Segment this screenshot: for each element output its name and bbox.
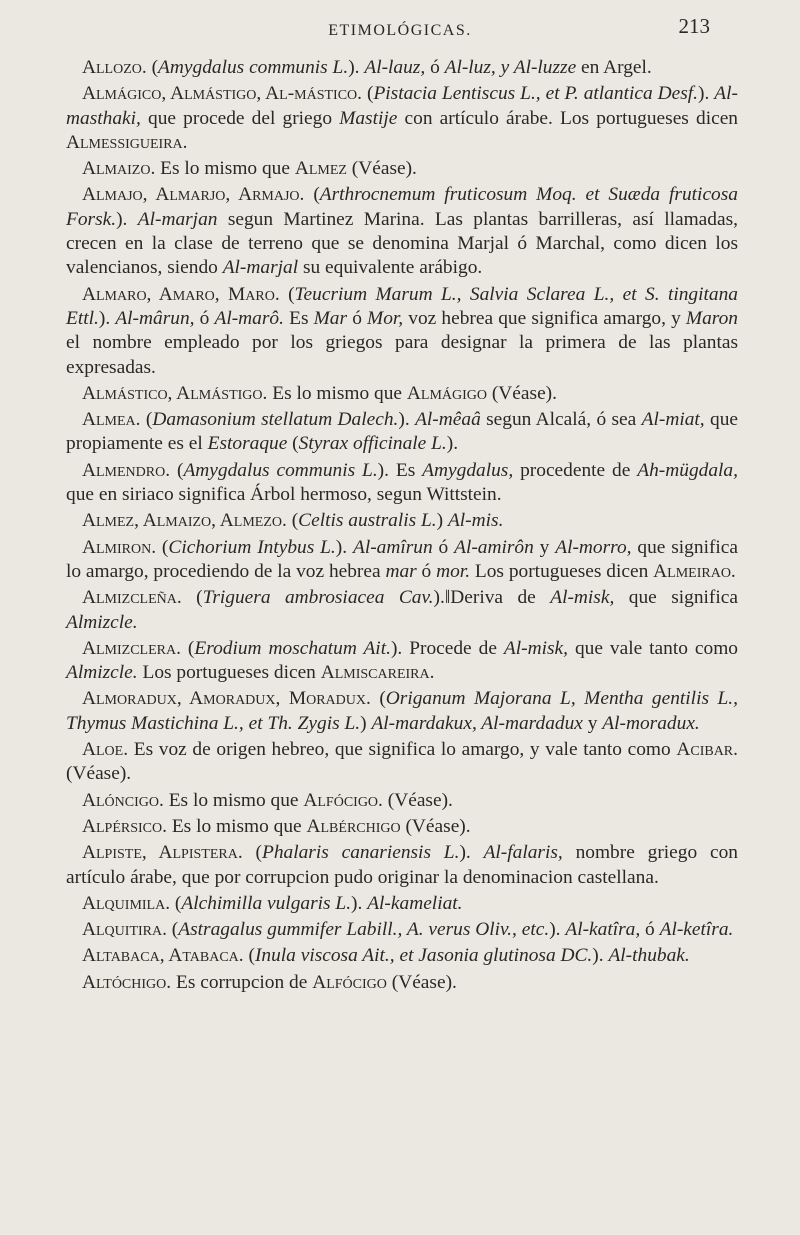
entry-headword: Almeirao. <box>653 560 736 582</box>
entry-headword: Alfócigo. <box>303 789 383 811</box>
entry-italic-term: Al-mis. <box>447 510 504 532</box>
dictionary-entry <box>66 536 738 585</box>
entry-italic-term: Mastije <box>339 107 398 129</box>
entry-italic-term: Triguera ambrosiacea Cav. <box>202 587 434 609</box>
entry-headword: Alóncigo. <box>82 789 164 811</box>
entry-text: ó <box>425 57 445 78</box>
entry-italic-term: Al-mardakux, Al-mardadux <box>371 712 583 734</box>
entry-headword: Alquitira. <box>82 919 167 941</box>
entry-text: y <box>582 712 603 734</box>
entry-text: ó <box>347 307 368 329</box>
dictionary-entry <box>66 586 738 635</box>
entry-italic-term: Phalaris canariensis L. <box>261 842 460 864</box>
dictionary-entry <box>66 944 738 968</box>
entry-text: en Argel. <box>576 57 652 78</box>
entry-italic-term: Mor, <box>367 307 404 329</box>
entry-text: ). <box>459 842 484 864</box>
entry-italic-term: Origanum Majorana L, Mentha gentilis L., Thymus Mastichina L., et Th. Zygis L. <box>66 688 738 734</box>
dictionary-entry <box>66 738 738 787</box>
entry-italic-term: Inula viscosa Ait., et Jasonia glutinosa DC. <box>254 945 593 967</box>
entry-headword: Almaizo. <box>82 158 156 180</box>
entry-italic-term: Al-falaris, <box>483 842 563 864</box>
dictionary-entry <box>66 918 738 942</box>
entry-headword: Almástico, Almástigo. <box>82 382 268 404</box>
dictionary-entry <box>66 892 738 916</box>
entry-text: ). <box>446 433 459 455</box>
entry-italic-term: Arthrocnemum fruticosum Moq. et Suæda fruticosa Forsk. <box>66 184 738 230</box>
entry-italic-term: Al-miat, <box>641 409 705 431</box>
entry-text: ( <box>146 57 159 78</box>
entry-text: ( <box>243 945 255 967</box>
dictionary-entry <box>66 637 738 686</box>
entry-headword: Almendro. <box>82 459 171 481</box>
entry-text: Es corrupcion de <box>171 971 313 993</box>
dictionary-entry <box>66 382 738 406</box>
entry-italic-term: Erodium moschatum Ait. <box>194 637 391 659</box>
entry-italic-term: Al-mêaâ <box>415 409 481 431</box>
entry-headword: Almiscareira. <box>320 662 435 684</box>
entry-text: Los portugueses dicen <box>470 560 654 582</box>
entry-text: ).‖Deriva de <box>433 587 551 609</box>
entry-text: ). <box>348 57 365 78</box>
entry-italic-term: Almizcle. <box>66 611 138 633</box>
entry-text: Es lo mismo que <box>155 158 295 180</box>
entry-text: ( <box>181 587 203 609</box>
page-number: 213 <box>678 14 710 38</box>
entry-italic-term: Ah-mügdala, <box>637 459 738 481</box>
entry-italic-term: Al-lauz, <box>364 57 426 78</box>
entry-text: que significa lo amargo, procediendo de la voz hebrea <box>66 536 739 582</box>
dictionary-entry <box>66 183 738 280</box>
entry-headword: Aloe. <box>82 739 129 761</box>
dictionary-entry <box>66 789 738 813</box>
entry-text: Los portugueses dicen <box>137 662 321 684</box>
entry-italic-term: Cichorium Intybus L. <box>168 536 336 558</box>
entry-text: ( <box>166 919 179 941</box>
entry-text: ( <box>286 510 299 532</box>
running-head-title: ETIMOLÓGICAS. <box>328 22 472 39</box>
entry-text: ( <box>140 409 153 431</box>
entry-italic-term: Al-misk, <box>550 587 615 609</box>
dictionary-entry <box>66 408 738 457</box>
entry-text: ). <box>335 536 353 558</box>
entry-italic-term: Amygdalus, <box>422 459 514 481</box>
entry-list <box>66 56 738 997</box>
entry-text: ( <box>370 688 386 710</box>
entry-text: que en siriaco significa Árbol hermoso, segun Wittstein. <box>66 484 502 506</box>
entry-italic-term: Al-amirôn <box>454 536 534 558</box>
entry-italic-term: Maron <box>685 307 738 329</box>
entry-text: ( <box>304 184 320 206</box>
dictionary-entry <box>66 687 738 736</box>
entry-text: ( <box>170 892 182 914</box>
entry-headword: Altabaca, Atabaca. <box>82 945 244 967</box>
entry-headword: Alquimila. <box>82 892 171 914</box>
entry-headword: Alpiste, Alpistera. <box>82 842 243 864</box>
entry-italic-term: Al-thubak. <box>608 945 690 967</box>
entry-text: ). Es <box>377 459 423 481</box>
entry-text: ). <box>549 919 566 941</box>
entry-text: segun Martinez Marina. Las plantas barrilleras, así llamadas, crecen en la clase de terreno que se denomina Marjal ó Marchal, como dicen los valencianos, siendo <box>66 208 738 279</box>
entry-text: ó <box>640 919 660 941</box>
dictionary-entry <box>66 56 738 80</box>
entry-headword: Almágigo <box>406 382 487 404</box>
entry-text: nombre griego con artículo árabe, que por corrupcion pudo originar la denominacion castellana. <box>66 842 738 888</box>
entry-text: (Véase). <box>386 971 457 993</box>
entry-text: ( <box>287 433 299 455</box>
entry-text: ( <box>279 283 295 305</box>
entry-italic-term: Al-moradux. <box>602 712 700 734</box>
entry-text: voz hebrea que significa amargo, y <box>403 307 686 329</box>
entry-italic-term: mor. <box>436 560 471 582</box>
entry-headword: Almez, Almaizo, Almezo. <box>82 510 287 532</box>
entry-text: (Véase). <box>346 158 417 180</box>
entry-italic-term: Al-morro, <box>555 536 632 558</box>
entry-text: ). <box>351 892 368 914</box>
entry-italic-term: Al-marô. <box>214 307 284 329</box>
entry-headword: Almizcleña. <box>82 587 182 609</box>
entry-headword: Albérchigo <box>306 815 401 837</box>
entry-text: ( <box>242 842 262 864</box>
entry-italic-term: Almizcle. <box>66 662 138 684</box>
entry-italic-term: Estoraque <box>207 433 288 455</box>
entry-italic-term: Al-ketîra. <box>659 919 734 941</box>
entry-italic-term: Al-amîrun <box>352 536 433 558</box>
entry-italic-term: Astragalus gummifer Labill., A. verus Oliv., etc. <box>178 919 550 941</box>
entry-headword: Alpérsico. <box>82 815 167 837</box>
entry-headword: Almaro, Amaro, Maro. <box>82 283 280 305</box>
entry-italic-term: Mar <box>313 307 348 329</box>
entry-headword: Almoradux, Amoradux, Moradux. <box>82 688 371 710</box>
entry-text: (Véase). <box>382 789 453 811</box>
entry-headword: Alfócigo <box>312 971 387 993</box>
entry-headword: Altóchigo. <box>82 971 172 993</box>
entry-text: ). <box>98 307 116 329</box>
entry-italic-term: mar <box>385 560 417 582</box>
entry-text: ó <box>194 307 215 329</box>
entry-text: (Véase). <box>487 382 557 404</box>
entry-headword: Almessigueira. <box>66 131 188 153</box>
entry-text: y <box>533 536 556 558</box>
entry-headword: Allozo. <box>82 57 147 78</box>
entry-text: (Véase). <box>400 815 471 837</box>
entry-text: ( <box>156 536 169 558</box>
entry-text: ) <box>360 712 372 734</box>
entry-text: ó <box>416 560 437 582</box>
entry-text: procedente de <box>513 459 638 481</box>
entry-text: segun Alcalá, ó sea <box>480 409 642 431</box>
entry-text: ). <box>398 409 416 431</box>
entry-text: ( <box>180 637 195 659</box>
dictionary-entry <box>66 283 738 380</box>
entry-headword: Almea. <box>82 409 141 431</box>
entry-italic-term: Amygdalus communis L. <box>158 57 349 78</box>
entry-text: que vale tanto como <box>567 637 738 659</box>
entry-italic-term: Al-mârun, <box>115 307 195 329</box>
entry-text: que significa <box>614 587 738 609</box>
entry-text: Es lo mismo que <box>163 789 304 811</box>
entry-headword: Almiron. <box>82 536 157 558</box>
entry-text: Es voz de origen hebreo, que significa lo amargo, y vale tanto como <box>128 739 677 761</box>
entry-text: ) <box>436 510 448 532</box>
entry-italic-term: Teucrium Marum L., Salvia Sclarea L., et S. tingitana Ettl. <box>66 283 738 329</box>
entry-text: ( <box>362 83 374 105</box>
dictionary-entry <box>66 815 738 839</box>
entry-italic-term: Damasonium stellatum Dalech. <box>152 409 399 431</box>
dictionary-entry <box>66 509 738 533</box>
entry-italic-term: Al-marjan <box>137 208 218 230</box>
entry-text: ). <box>698 83 715 105</box>
entry-headword: Acibar. <box>676 739 738 761</box>
dictionary-entry <box>66 82 738 155</box>
entry-italic-term: Al-luz, y Al-luzze <box>444 57 577 78</box>
entry-headword: Almajo, Almarjo, Armajo. <box>82 184 305 206</box>
entry-headword: Almágico, Almástigo, Al-mástico. <box>82 83 363 105</box>
entry-italic-term: Alchimilla vulgaris L. <box>181 892 352 914</box>
dictionary-entry <box>66 157 738 181</box>
entry-italic-term: Amygdalus communis L. <box>183 459 378 481</box>
entry-text: ó <box>432 536 455 558</box>
entry-italic-term: Al-masthaki, <box>66 83 738 129</box>
dictionary-entry <box>66 459 738 508</box>
entry-text: su equivalente arábigo. <box>298 257 483 279</box>
entry-text: Es <box>283 307 314 329</box>
entry-text: (Véase). <box>66 763 132 785</box>
entry-text: ). <box>116 208 138 230</box>
entry-italic-term: Al-katîra, <box>565 919 641 941</box>
entry-text: el nombre empleado por los griegos para designar la primera de las plantas expresadas. <box>66 332 738 378</box>
entry-headword: Almez <box>294 158 347 180</box>
entry-italic-term: Al-misk, <box>503 637 568 659</box>
entry-italic-term: Celtis australis L. <box>298 510 437 532</box>
entry-italic-term: Pistacia Lentiscus L., et P. atlantica Desf. <box>373 83 699 105</box>
entry-text: ). <box>592 945 609 967</box>
entry-text: ). Procede de <box>390 637 504 659</box>
entry-text: que procede del griego <box>140 107 340 129</box>
entry-italic-term: Styrax officinale L. <box>298 433 447 455</box>
entry-text: ( <box>170 459 184 481</box>
entry-text: con artículo árabe. Los portugueses dicen <box>397 107 738 129</box>
dictionary-entry <box>66 971 738 995</box>
entry-text: Es lo mismo que <box>166 815 307 837</box>
entry-headword: Almizclera. <box>82 637 181 659</box>
entry-text: que propiamente es el <box>66 409 738 455</box>
dictionary-entry <box>66 841 738 890</box>
entry-italic-term: Al-marjal <box>222 257 299 279</box>
entry-italic-term: Al-kameliat. <box>367 892 463 914</box>
entry-text: Es lo mismo que <box>267 382 407 404</box>
